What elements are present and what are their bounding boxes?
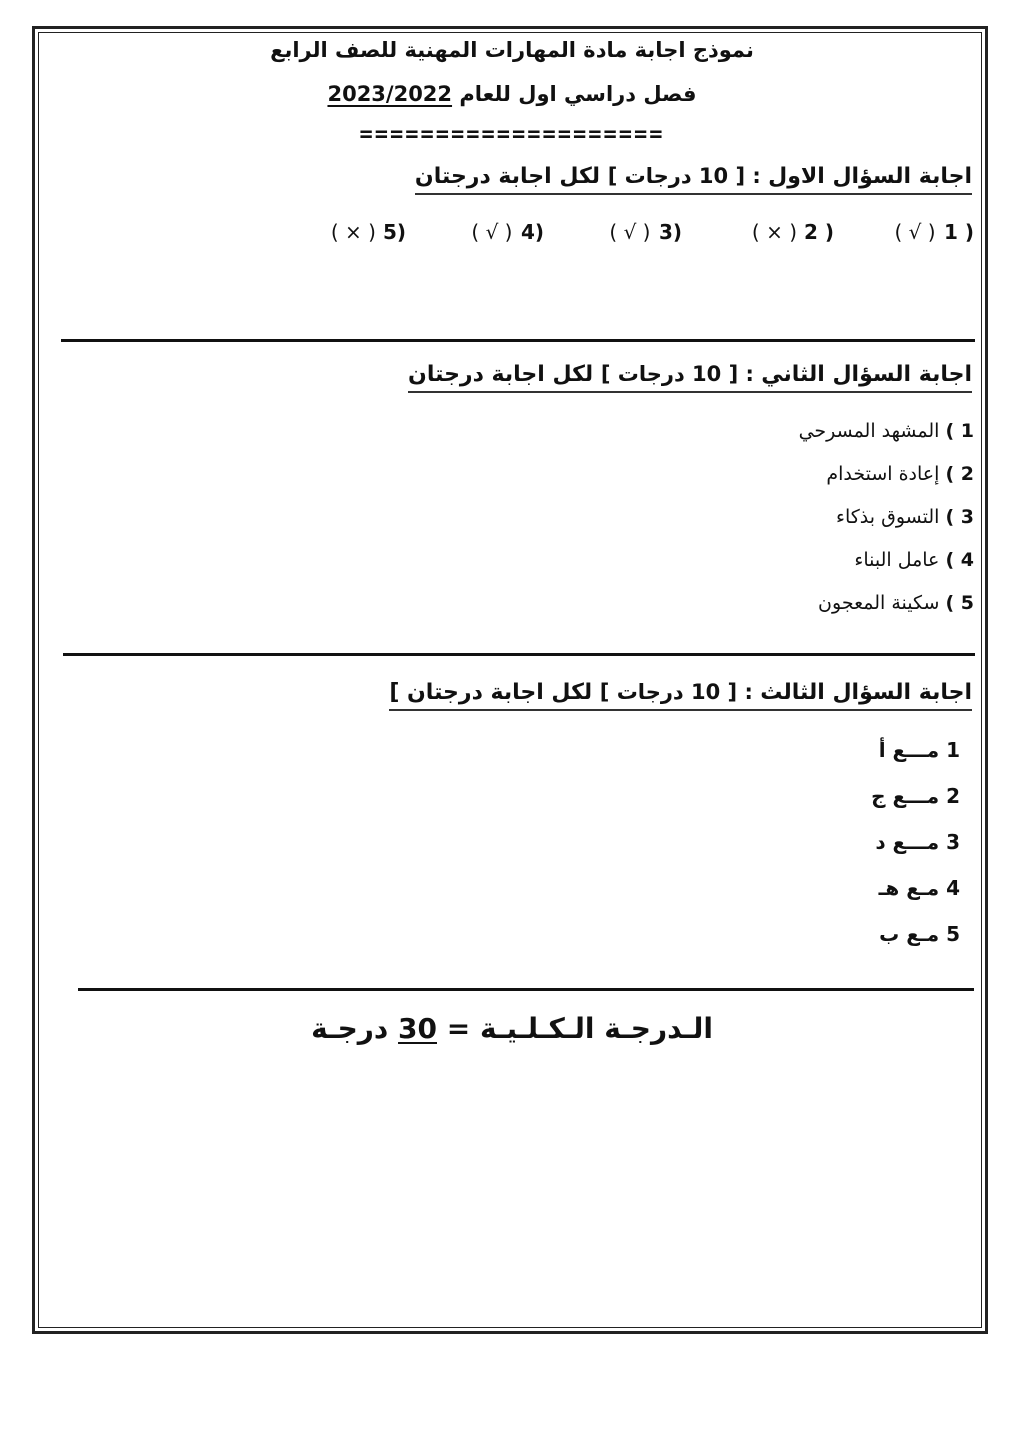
q3-answer xyxy=(871,876,960,922)
q1-answer-num: 1 ) xyxy=(943,220,974,244)
divider xyxy=(78,988,974,991)
q2-answer-num: 2 ) xyxy=(945,463,974,485)
q2-note: لكل اجابة درجتان xyxy=(408,362,594,387)
term-label: فصل دراسي اول للعام xyxy=(459,82,697,106)
q2-answer xyxy=(799,549,974,592)
divider xyxy=(61,339,975,342)
q3-answer-text: مـع هـ xyxy=(878,876,940,900)
q1-answer-mark: ( √ ) xyxy=(609,220,651,244)
q3-answer-num: 2 xyxy=(946,784,960,808)
q3-title: اجابة السؤال الثالث xyxy=(760,680,972,705)
q2-points: [ 10 درجات ] xyxy=(600,362,739,386)
q1-answer xyxy=(331,220,406,244)
q2-answers xyxy=(799,420,974,635)
q2-answer-text: التسوق بذكاء xyxy=(836,506,940,528)
q3-answer-num: 4 xyxy=(946,876,960,900)
q2-answer-text: سكينة المعجون xyxy=(818,592,940,614)
q1-answer-mark: ( × ) xyxy=(751,220,797,244)
q1-answers xyxy=(274,220,974,254)
q3-answer-text: مـــع أ xyxy=(878,738,940,762)
q2-answer-num: 4 ) xyxy=(945,549,974,571)
q1-points: [ 10 درجات ] xyxy=(607,164,746,188)
q1-heading xyxy=(415,164,972,195)
q2-answer-num: 1 ) xyxy=(945,420,974,442)
separator: ==================== xyxy=(359,122,665,147)
q1-answer-num: 2 ) xyxy=(803,220,834,244)
q1-answer-num: 3) xyxy=(658,220,682,244)
q1-note: لكل اجابة درجتان xyxy=(414,164,601,189)
q2-answer xyxy=(799,592,974,635)
q2-answer-num: 3 ) xyxy=(945,506,974,528)
q3-answer-num: 5 xyxy=(946,922,960,946)
q1-answer-num: 4) xyxy=(520,220,544,244)
q3-heading xyxy=(389,680,972,711)
q2-answer xyxy=(799,506,974,549)
q3-answer xyxy=(871,784,960,830)
q1-answer xyxy=(893,220,974,244)
q1-answer xyxy=(608,220,682,244)
q1-colon: : xyxy=(745,164,769,188)
q3-answer xyxy=(871,922,960,968)
q2-answer-text: إعادة استخدام xyxy=(826,463,940,485)
q1-answer-mark: ( √ ) xyxy=(894,220,936,244)
total-value: 30 xyxy=(398,1012,437,1045)
page-title: نموذج اجابة مادة المهارات المهنية للصف الرابع xyxy=(270,38,754,62)
q3-answer xyxy=(871,830,960,876)
q3-colon: : xyxy=(737,680,761,704)
q2-answer xyxy=(799,420,974,463)
q2-heading xyxy=(408,362,972,393)
year: 2023/2022 xyxy=(327,82,453,106)
total-unit: درجـة xyxy=(311,1012,389,1045)
q2-colon: : xyxy=(738,362,762,386)
q3-answer-text: مـع ب xyxy=(879,922,940,946)
q2-answer-text: المشهد المسرحي xyxy=(798,420,940,442)
q1-title: اجابة السؤال الاول xyxy=(768,164,972,189)
q3-answer-num: 3 xyxy=(946,830,960,854)
q3-answer-text: مـــع ج xyxy=(871,784,940,808)
q2-answer-text: عامل البناء xyxy=(854,549,940,571)
q2-answer-num: 5 ) xyxy=(945,592,974,614)
term-line xyxy=(0,82,1024,106)
q3-answers xyxy=(871,738,960,968)
q2-title: اجابة السؤال الثاني xyxy=(761,362,972,387)
total-label: الـدرجـة الـكـلـيـة = xyxy=(446,1012,713,1045)
q1-answer-mark: ( √ ) xyxy=(471,220,513,244)
q3-answer-text: مـــع د xyxy=(875,830,940,854)
q1-answer-num: 5) xyxy=(382,220,406,244)
total-score xyxy=(0,1012,1024,1045)
q3-answer-num: 1 xyxy=(946,738,960,762)
q3-points: [ 10 درجات ] xyxy=(599,680,738,704)
q1-answer xyxy=(752,220,834,244)
q3-note: لكل اجابة درجتان ] xyxy=(389,680,593,705)
q1-answer xyxy=(470,220,544,244)
q1-answer-mark: ( × ) xyxy=(330,220,376,244)
q3-answer xyxy=(871,738,960,784)
divider xyxy=(63,653,975,656)
q2-answer xyxy=(799,463,974,506)
